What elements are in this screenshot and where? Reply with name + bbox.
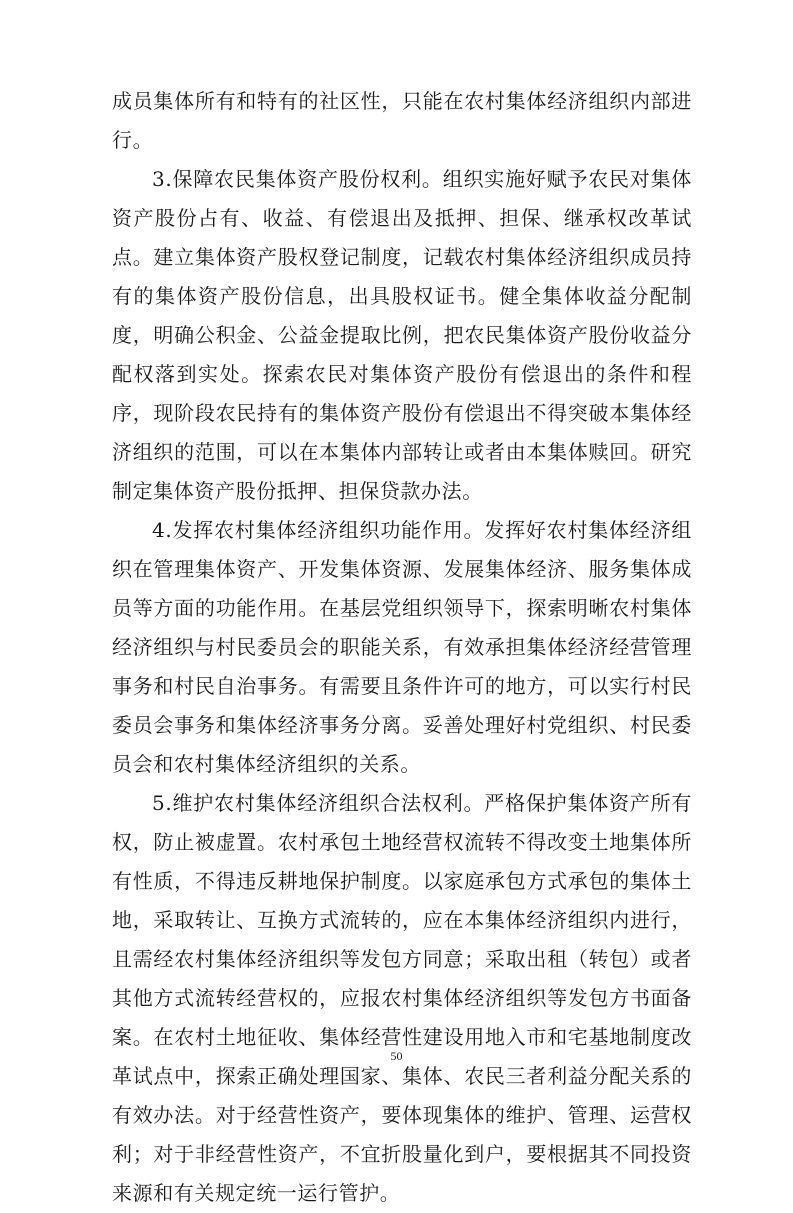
body-text (112, 82, 692, 1213)
paragraph-continuation: 成员集体所有和特有的社区性，只能在农村集体经济组织内部进行。 (112, 89, 692, 152)
paragraph-item-3: 3.保障农民集体资产股份权利。组织实施好赋予农民对集体资产股份占有、收益、有偿退出及抵押、担保、继承权改革试点。建立集体资产股权登记制度，记载农村集体经济组织成员持有的集体资产股份信息，出具股权证书。健全集体收益分配制度，明确公积金、公益金提取比例，把农民集体资产股份收益分配权落到实处。探索农民对集体资产股份有偿退出的条件和程序，现阶段农民持有的集体资产股份有偿退出不得突破本集体经济组织的范围，可以在本集体内部转让或者由本集体赎回。研究制定集体资产股份抵押、担保贷款办法。 (112, 167, 692, 503)
page-number: 50 (390, 1049, 403, 1063)
paragraph-item-4: 4.发挥农村集体经济组织功能作用。发挥好农村集体经济组织在管理集体资产、开发集体资源、发展集体经济、服务集体成员等方面的功能作用。在基层党组织领导下，探索明晰农村集体经济组织与村民委员会的职能关系，有效承担集体经济经营管理事务和村民自治事务。有需要且条件许可的地方，可以实行村民委员会事务和集体经济事务分离。妥善处理好村党组织、村民委员会和农村集体经济组织的关系。 (112, 518, 692, 776)
paragraph-item-5: 5.维护农村集体经济组织合法权利。严格保护集体资产所有权，防止被虚置。农村承包土地经营权流转不得改变土地集体所有性质，不得违反耕地保护制度。以家庭承包方式承包的集体土地，采取转让、互换方式流转的，应在本集体经济组织内进行，且需经农村集体经济组织等发包方同意；采取出租（转包）或者其他方式流转经营权的，应报农村集体经济组织等发包方书面备案。在农村土地征收、集体经营性建设用地入市和宅基地制度改革试点中，探索正确处理国家、集体、农民三者利益分配关系的有效办法。对于经营性资产，要体现集体的维护、管理、运营权利；对于非经营性资产，不宜折股量化到户，要根据其不同投资来源和有关规定统一运行管护。 (112, 791, 692, 1205)
